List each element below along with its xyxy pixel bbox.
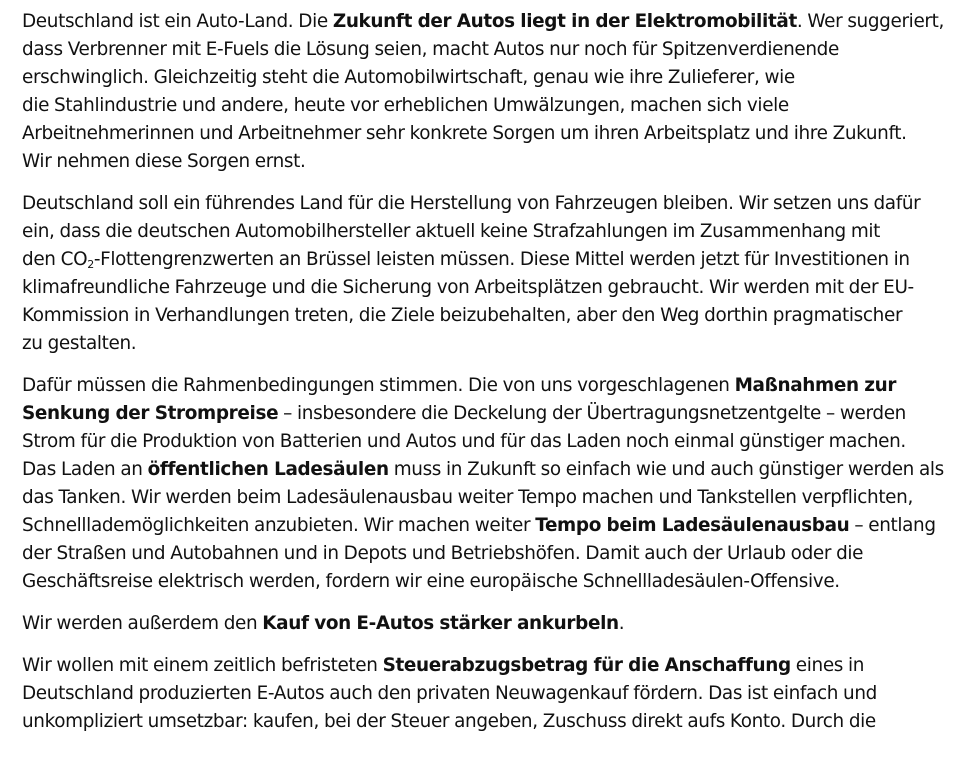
- text-line: [22, 218, 967, 246]
- text-segment: erschwinglich. Gleichzeitig steht die Automobilwirtschaft, genau wie ihre Zulieferer, wie: [22, 67, 795, 88]
- text-segment: Deutschland ist ein Auto-Land. Die: [22, 11, 333, 32]
- text-line: [22, 568, 967, 596]
- text-line: [22, 36, 967, 64]
- text-line: [22, 302, 967, 330]
- text-segment: Kommission in Verhandlungen treten, die Ziele beizubehalten, aber den Weg dorthin pragmatischer: [22, 305, 903, 326]
- subscript-text: 2: [87, 258, 94, 271]
- paragraph: [22, 372, 967, 596]
- text-line: [22, 246, 967, 274]
- text-segment: den CO: [22, 249, 88, 270]
- text-segment: Geschäftsreise elektrisch werden, fordern wir eine europäische Schnellladesäulen-Offensive.: [22, 571, 840, 592]
- text-line: [22, 428, 967, 456]
- text-line: [22, 372, 967, 400]
- text-segment: dass Verbrenner mit E-Fuels die Lösung seien, macht Autos nur noch für Spitzenverdienende: [22, 39, 839, 60]
- text-segment: Deutschland soll ein führendes Land für die Herstellung von Fahrzeugen bleiben. Wir setzen uns dafür: [22, 193, 921, 214]
- bold-text: öffentlichen Ladesäulen: [147, 459, 389, 480]
- paragraph: [22, 652, 967, 736]
- document-body: [22, 8, 967, 750]
- text-line: [22, 708, 967, 736]
- text-line: [22, 92, 967, 120]
- bold-text: Senkung der Strompreise: [22, 403, 279, 424]
- text-line: [22, 120, 967, 148]
- text-segment: Das Laden an: [22, 459, 148, 480]
- text-line: [22, 64, 967, 92]
- text-line: [22, 610, 967, 638]
- text-segment: Strom für die Produktion von Batterien und Autos und für das Laden noch einmal günstiger machen.: [22, 431, 906, 452]
- text-segment: Deutschland produzierten E-Autos auch den privaten Neuwagenkauf fördern. Das ist einfach und: [22, 683, 877, 704]
- bold-text: Kauf von E-Autos stärker ankurbeln: [262, 613, 619, 634]
- bold-text: Steuerabzugsbetrag für die Anschaffung: [382, 655, 791, 676]
- text-segment: eines in: [790, 655, 865, 676]
- paragraph: [22, 190, 967, 358]
- text-segment: Wir wollen mit einem zeitlich befristeten: [22, 655, 383, 676]
- text-segment: Wir nehmen diese Sorgen ernst.: [22, 151, 306, 172]
- text-line: [22, 330, 967, 358]
- text-segment: muss in Zukunft so einfach wie und auch günstiger werden als: [388, 459, 944, 480]
- text-line: [22, 680, 967, 708]
- bold-text: Zukunft der Autos liegt in der Elektromobilität: [332, 11, 797, 32]
- text-segment: Arbeitnehmerinnen und Arbeitnehmer sehr konkrete Sorgen um ihren Arbeitsplatz und ihre Zukunft.: [22, 123, 907, 144]
- text-line: [22, 484, 967, 512]
- text-segment: unkompliziert umsetzbar: kaufen, bei der Steuer angeben, Zuschuss direkt aufs Konto. Durch die: [22, 711, 876, 732]
- text-segment: Schnelllademöglichkeiten anzubieten. Wir machen weiter: [22, 515, 536, 536]
- bold-text: Maßnahmen zur: [734, 375, 897, 396]
- text-line: [22, 456, 967, 484]
- text-line: [22, 400, 967, 428]
- text-segment: – entlang: [849, 515, 936, 536]
- text-segment: klimafreundliche Fahrzeuge und die Sicherung von Arbeitsplätzen gebraucht. Wir werden mit der EU-: [22, 277, 914, 298]
- bold-text: Tempo beim Ladesäulenausbau: [535, 515, 850, 536]
- text-segment: der Straßen und Autobahnen und in Depots und Betriebshöfen. Damit auch der Urlaub oder die: [22, 543, 864, 564]
- text-segment: – insbesondere die Deckelung der Übertragungsnetzentgelte – werden: [278, 403, 906, 424]
- text-segment: das Tanken. Wir werden beim Ladesäulenausbau weiter Tempo machen und Tankstellen verpflichten,: [22, 487, 913, 508]
- text-segment: .: [618, 613, 625, 634]
- paragraph: [22, 8, 967, 176]
- text-segment: ein, dass die deutschen Automobilhersteller aktuell keine Strafzahlungen im Zusammenhang mit: [22, 221, 881, 242]
- text-segment: Dafür müssen die Rahmenbedingungen stimmen. Die von uns vorgeschlagenen: [22, 375, 735, 396]
- text-line: [22, 148, 967, 176]
- text-line: [22, 274, 967, 302]
- paragraph: [22, 610, 967, 638]
- text-segment: die Stahlindustrie und andere, heute vor erheblichen Umwälzungen, machen sich viele: [22, 95, 789, 116]
- text-line: [22, 540, 967, 568]
- text-segment: . Wer suggeriert,: [796, 11, 944, 32]
- text-segment: Wir werden außerdem den: [22, 613, 263, 634]
- text-segment: zu gestalten.: [22, 333, 137, 354]
- text-line: [22, 8, 967, 36]
- text-line: [22, 190, 967, 218]
- text-line: [22, 512, 967, 540]
- text-segment: -Flottengrenzwerten an Brüssel leisten müssen. Diese Mittel werden jetzt für Investitionen in: [93, 249, 910, 270]
- text-line: [22, 652, 967, 680]
